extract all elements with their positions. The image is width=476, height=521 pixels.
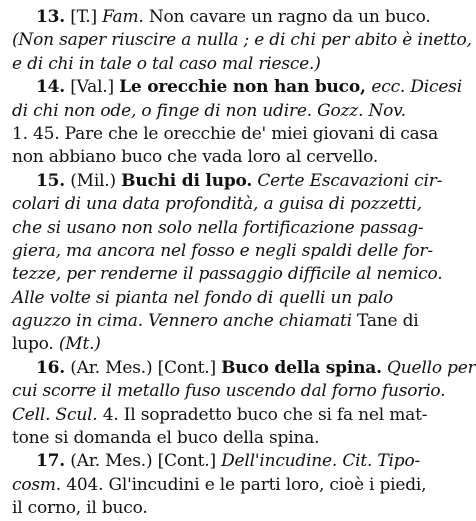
entry-line — [12, 310, 462, 333]
entry-text: cosm. — [12, 474, 62, 495]
entry-text: cui scorre il metallo fuso uscendo dal forno fusorio. — [12, 381, 446, 402]
entry-line — [12, 29, 472, 52]
entry-line — [12, 123, 462, 146]
entry-headword: Buchi di lupo. — [121, 170, 253, 191]
entry-first-line — [12, 6, 462, 29]
entry-text: il corno, il buco. — [12, 498, 148, 519]
entry-line — [12, 53, 462, 76]
entry-text: [Val.] — [64, 77, 120, 98]
entry-text: Certe Escavazioni cir- — [252, 170, 443, 191]
entry-line — [12, 146, 462, 169]
entry-text: colari di una data profondità, a guisa di pozzetti, — [12, 194, 422, 215]
entry-line — [12, 404, 462, 427]
entry-text: 404. Gl'incudini e le parti loro, cioè i piedi, — [61, 474, 427, 495]
entry-line — [12, 240, 462, 263]
entry-text: giera, ma ancora nel fosso e negli spaldi delle for- — [12, 240, 433, 261]
entry-text: (Non saper riuscire a nulla ; e di chi per abito è inetto, — [12, 30, 472, 51]
entry-first-line — [12, 170, 462, 193]
entry-text: e di chi in tale o tal caso mal riesce.) — [12, 53, 321, 74]
entry-number: 15. — [36, 170, 65, 191]
entry-line — [12, 217, 462, 240]
entry-text: lupo. — [12, 334, 59, 355]
dictionary-entry — [12, 76, 462, 170]
entry-text: aguzzo in cima. Vennero anche chiamati — [12, 311, 352, 332]
entry-line — [12, 427, 462, 450]
entry-number: 17. — [36, 451, 65, 472]
entry-text: Non cavare un ragno da un buco. — [143, 7, 431, 27]
entry-text: (Mil.) — [64, 170, 122, 191]
entry-line — [12, 100, 462, 123]
entry-text: Tane di — [351, 311, 419, 332]
entry-number: 16. — [36, 357, 65, 378]
entry-text: 4. Il sopradetto buco che si fa nel mat- — [97, 404, 428, 425]
entry-text: [T.] — [64, 7, 103, 27]
dictionary-entry — [12, 6, 472, 76]
entry-text: non abbiano buco che vada loro al cervello. — [12, 147, 379, 168]
entry-text: Fam. — [102, 7, 144, 27]
entry-text: Quello per — [381, 357, 476, 378]
entry-line — [12, 193, 462, 216]
entry-first-line — [12, 450, 462, 473]
entry-line — [12, 333, 462, 356]
entry-line — [12, 380, 462, 403]
entry-line — [12, 474, 462, 497]
entry-line — [12, 263, 462, 286]
entry-line — [12, 497, 462, 520]
dictionary-entry — [12, 450, 462, 520]
entry-text: ecc. Dicesi — [371, 77, 462, 98]
entry-first-line — [12, 76, 462, 99]
entry-number: 14. — [36, 77, 65, 98]
dictionary-entry — [12, 170, 462, 357]
entry-text: (Ar. Mes.) [Cont.] — [64, 357, 222, 378]
entry-number: 13. — [36, 7, 65, 27]
entry-text: di chi non ode, o finge di non udire. Gozz. Nov. — [12, 100, 406, 121]
entry-text: che si usano non solo nella fortificazione passag- — [12, 217, 424, 238]
entry-headword: Le orecchie non han buco, — [119, 77, 372, 98]
entry-text: 1. 45. Pare che le orecchie de' miei giovani di casa — [12, 123, 439, 144]
entry-line — [12, 287, 462, 310]
entry-text: Dell'incudine. Cit. Tipo- — [221, 451, 421, 472]
entry-first-line — [12, 357, 476, 380]
dictionary-entry — [12, 357, 476, 451]
entry-text: tone si domanda el buco della spina. — [12, 428, 320, 449]
entry-headword: Buco della spina. — [221, 357, 382, 378]
entry-text: Alle volte si pianta nel fondo di quelli un palo — [12, 287, 394, 308]
entry-text: (Mt.) — [58, 334, 101, 355]
entry-text: (Ar. Mes.) [Cont.] — [64, 451, 222, 472]
entry-text: tezze, per renderne il passaggio difficile al nemico. — [12, 264, 443, 285]
entry-text: Cell. Scul. — [12, 404, 98, 425]
